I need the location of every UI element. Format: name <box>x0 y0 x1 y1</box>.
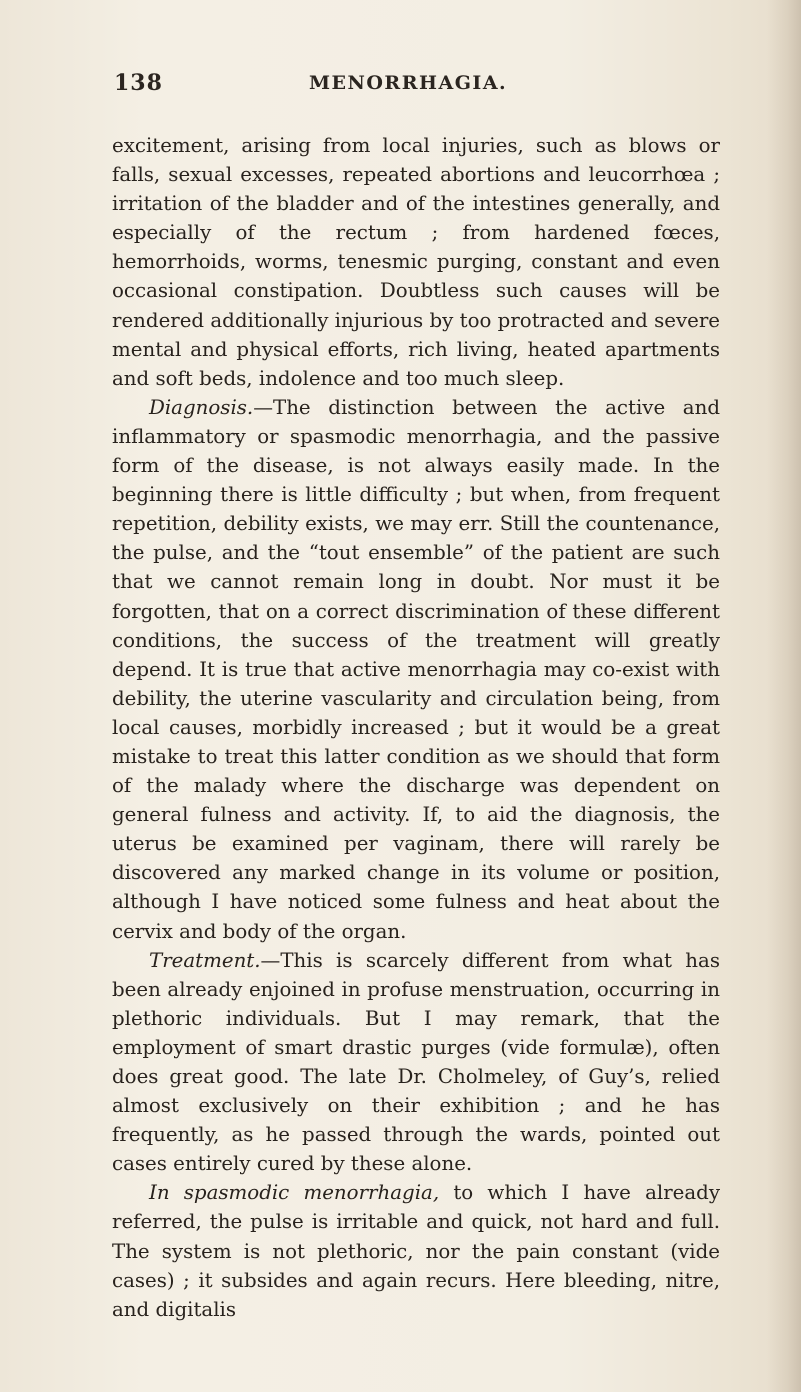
paragraph-text: to which I have already referred, the pulse is irritable and quick, not hard and full. The system is not plethoric, nor the pain constant (vide cases) ; it subsides and again recurs. Here bleeding, nitre, and digitalis <box>112 1181 720 1321</box>
paragraph-causes <box>112 131 720 393</box>
paragraph-diagnosis <box>112 393 720 946</box>
page-header <box>114 70 714 100</box>
running-title: MENORRHAGIA. <box>309 72 508 94</box>
section-heading-diagnosis: Diagnosis. <box>149 395 254 419</box>
page-edge-shadow <box>767 0 801 1392</box>
paragraph-treatment <box>112 946 720 1179</box>
section-heading-spasmodic: In spasmodic menorrhagia, <box>149 1181 440 1205</box>
page-number: 138 <box>114 70 163 96</box>
paragraph-text: —This is scarcely different from what has been already enjoined in profuse menstruation, occurring in plethoric individuals. But I may remark, that the employment of smart drastic purges (vide formulæ), often does great good. The late Dr. Cholmeley, of Guy’s, relied almost exclusively on their exhibition ; and he has frequently, as he passed through the wards, pointed out cases entirely cured by these alone. <box>112 948 720 1176</box>
body-text <box>112 131 720 1324</box>
paragraph-text: excitement, arising from local injuries, such as blows or falls, sexual excesses, repeated abortions and leucorrhœa ; irritation of the bladder and of the intestines generally, and especially of the rectum ; from hardened fœces, hemorrhoids, worms, tenesmic purging, constant and even occasional constipation. Doubtless such causes will be rendered additionally injurious by too protracted and severe mental and physical efforts, rich living, heated apartments and soft beds, indolence and too much sleep. <box>112 134 720 390</box>
section-heading-treatment: Treatment. <box>149 948 261 972</box>
paragraph-text: —The distinction between the active and inflammatory or spasmodic menorrhagia, and the passive form of the disease, is not always easily made. In the beginning there is little difficulty ; but when, from frequent repetition, debility exists, we may err. Still the countenance, the pulse, and the “tout ensemble” of the patient are such that we cannot remain long in doubt. Nor must it be forgotten, that on a correct discrimination of these different conditions, the success of the treatment will greatly depend. It is true that active menorrhagia may co-exist with debility, the uterine vascularity and circulation being, from local causes, morbidly increased ; but it would be a great mistake to treat this latter condition as we should that form of the malady where the discharge was dependent on general fulness and activity. If, to aid the diagnosis, the uterus be examined per vaginam, there will rarely be discovered any marked change in its volume or position, although I have noticed some fulness and heat about the cervix and body of the organ. <box>112 395 720 943</box>
paragraph-spasmodic <box>112 1178 720 1323</box>
